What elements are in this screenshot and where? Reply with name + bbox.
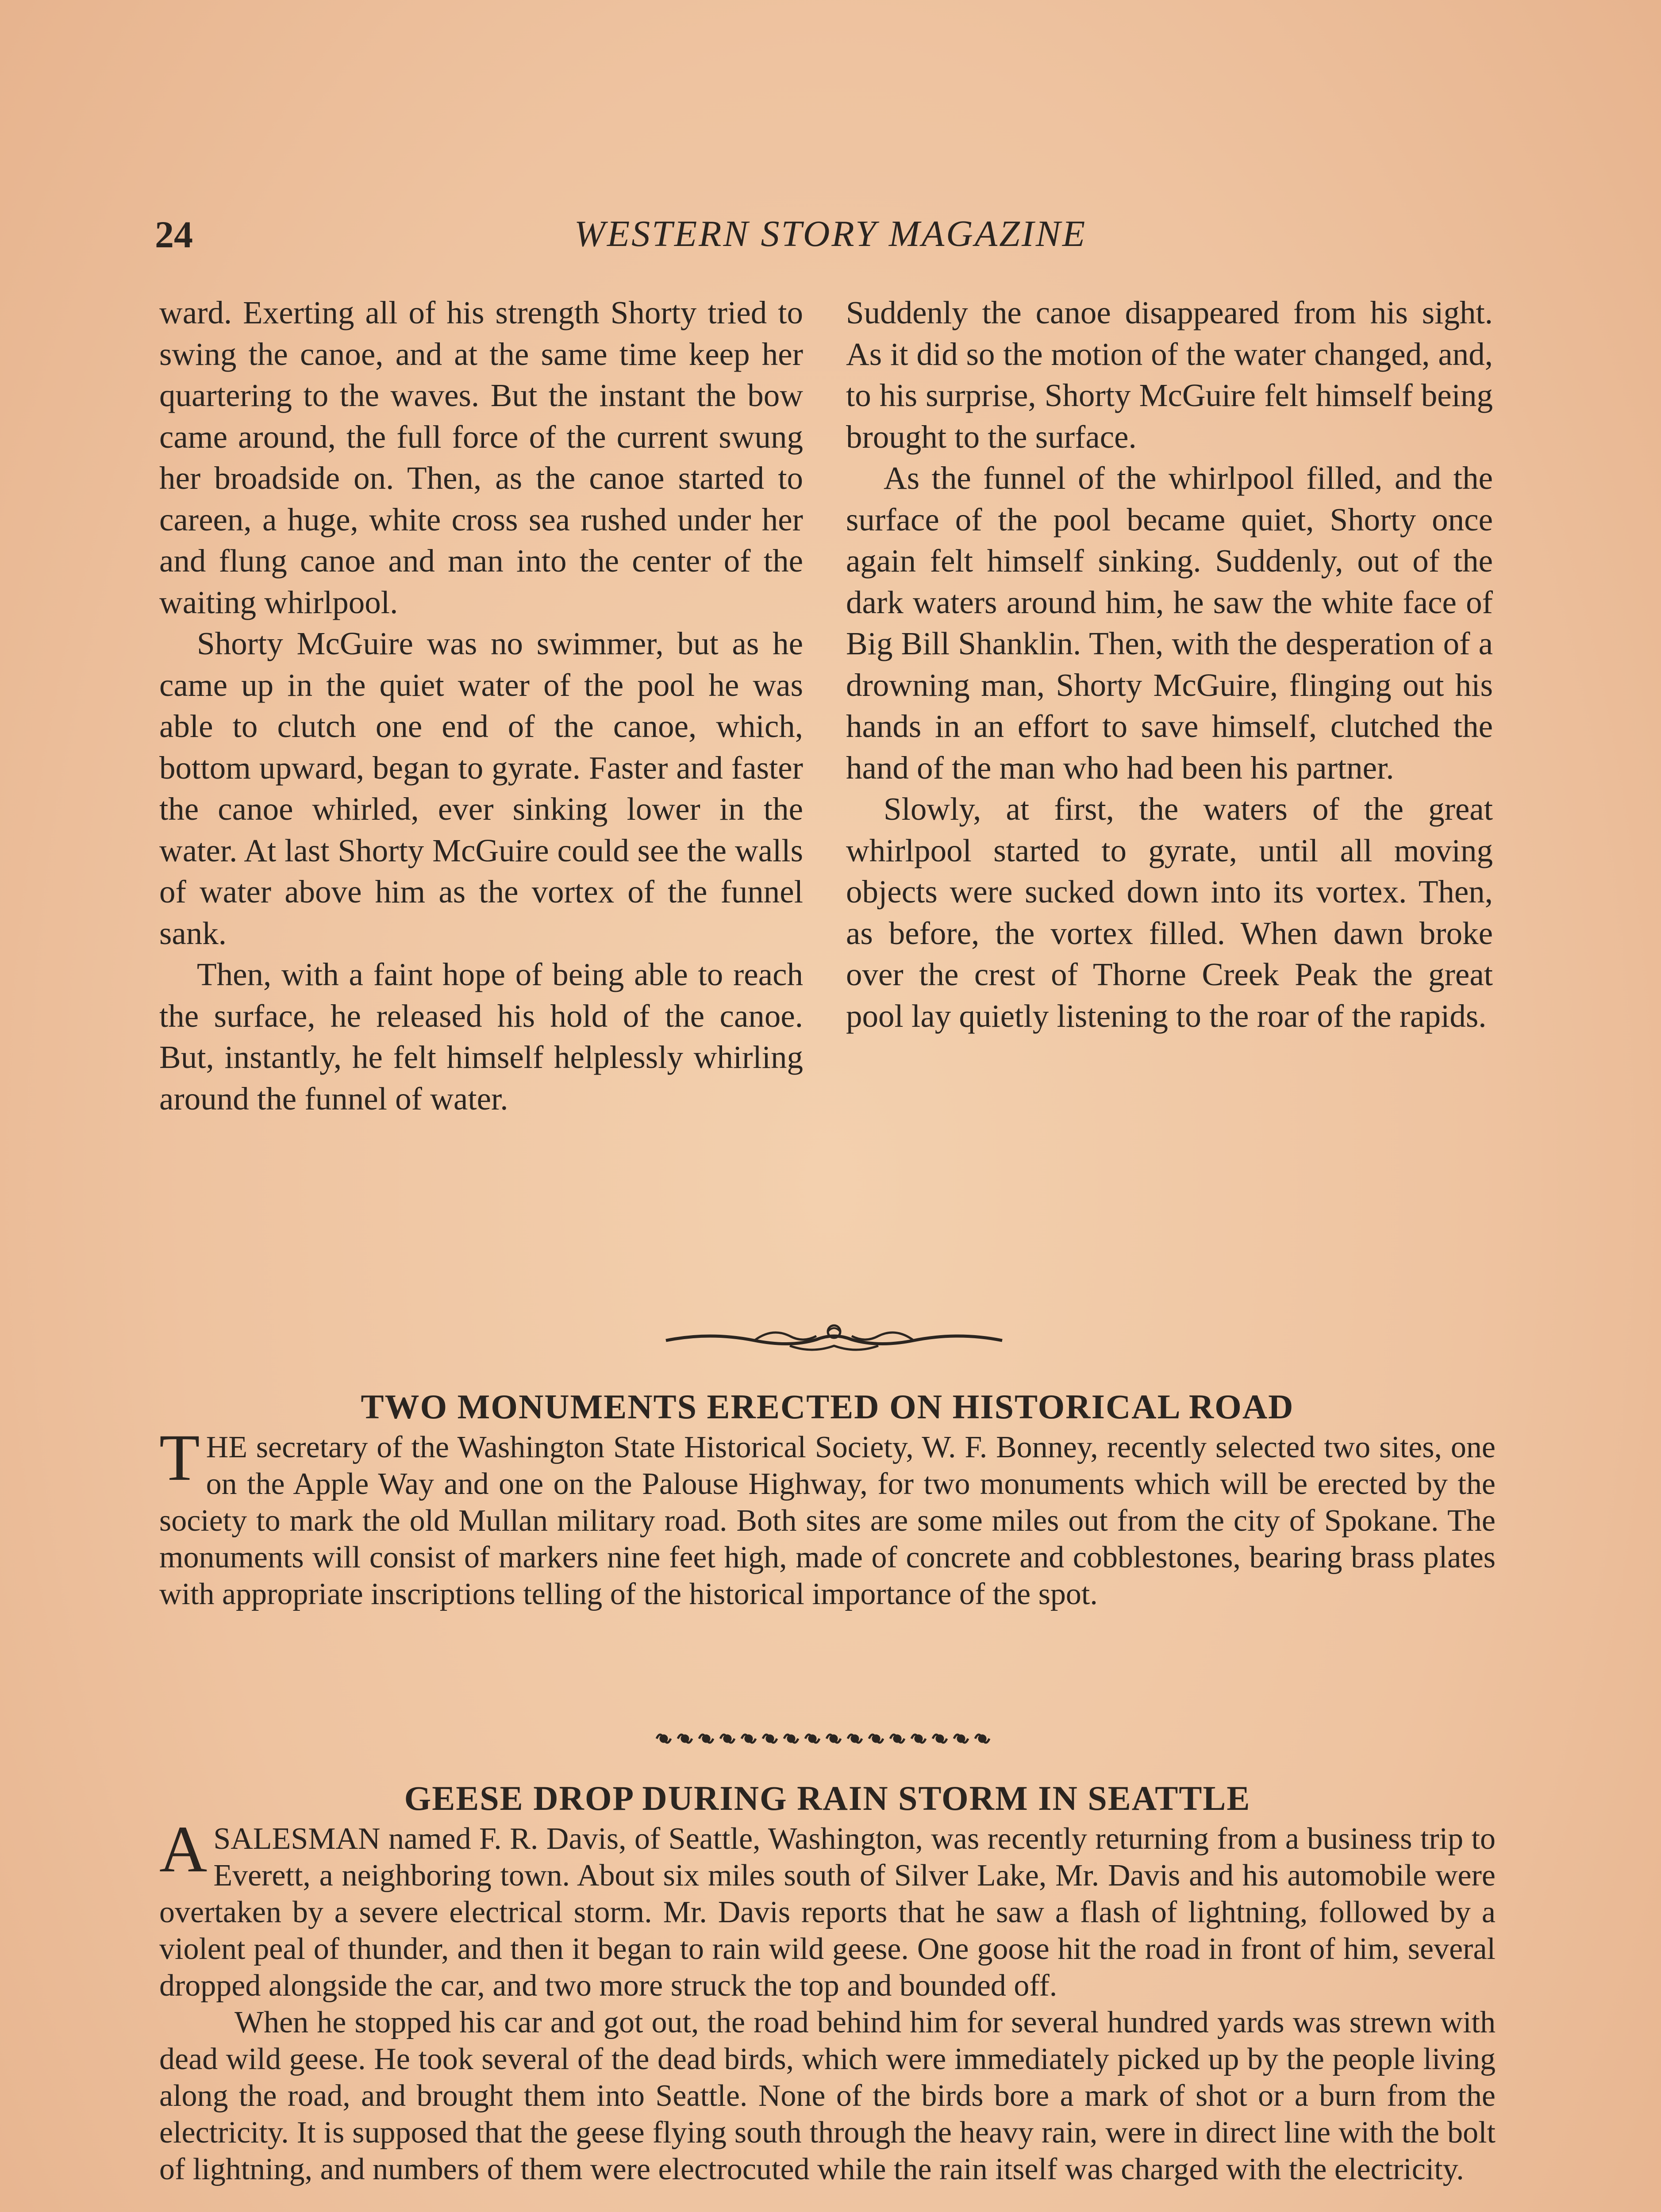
article-headline: TWO MONUMENTS ERECTED ON HISTORICAL ROAD — [361, 1387, 1294, 1426]
drop-cap: A — [159, 1813, 208, 1886]
scroll-ornament-icon — [657, 1318, 1011, 1363]
article-paragraph: When he stopped his car and got out, the road behind him for several hundred yards was strewn with dead wild geese. He took several of the dead birds, which were immediately picked up by the people living along the road, and brought them into Seattle. None of the birds bore a mark of shot or a burn from the electricity. It is supposed that the geese flying south through the heavy rain, were in direct line with the bolt of lightning, and numbers of them were electrocuted while the rain itself was charged with the electricity. — [159, 2005, 1496, 2186]
divider-dot — [894, 1736, 900, 1742]
divider-dot — [788, 1736, 794, 1742]
divider-dot — [809, 1736, 815, 1742]
story-paragraph: Suddenly the canoe disappeared from his sight. As it did so the motion of the water changed, and, to his surprise, Shorty McGuire felt himself being brought to the surface. — [846, 295, 1493, 455]
divider-dot — [830, 1736, 837, 1742]
story-right-column — [846, 292, 1493, 1037]
story-paragraph: Slowly, at first, the waters of the great whirlpool started to gyrate, until all moving objects were sucked down into its vortex. Then, as before, the vortex filled. When dawn broke over the crest of Thorne Creek Peak the great pool lay quietly listening to the roar of the rapids. — [846, 791, 1493, 1034]
divider-dot — [767, 1736, 773, 1742]
article-paragraph: HE secretary of the Washington State Historical Society, W. F. Bonney, recently selected two sites, one on the Apple Way and one on the Palouse Highway, for two monuments which will be erected by the society to mark the old Mullan military road. Both sites are some miles out from the city of Spokane. The monuments will consist of markers nine feet high, made of concrete and cobblestones, bearing brass plates with appropriate inscriptions telling of the historical importance of the spot. — [159, 1430, 1496, 1611]
divider-dot — [915, 1736, 922, 1742]
divider-dot — [724, 1736, 731, 1742]
page-header — [0, 212, 1661, 265]
story-left-column — [159, 292, 803, 1119]
page-number: 24 — [155, 213, 193, 256]
divider-dot — [958, 1736, 964, 1742]
article-monuments — [159, 1385, 1496, 1613]
divider-dot — [852, 1736, 858, 1742]
article-paragraph: SALESMAN named F. R. Davis, of Seattle, Washington, was recently returning from a business trip to Everett, a neighboring town. About six miles south of Silver Lake, Mr. Davis and his automobile were overtaken by a severe electrical storm. Mr. Davis reports that he saw a flash of lightning, followed by a violent peal of thunder, and then it began to rain wild geese. One goose hit the road in front of him, several dropped alongside the car, and two more struck the top and bounded off. — [159, 1822, 1496, 2003]
divider-dot — [979, 1736, 985, 1742]
article-geese — [159, 1776, 1496, 2188]
drop-cap: T — [159, 1421, 200, 1494]
divider-dot — [682, 1736, 688, 1742]
article-headline: GEESE DROP DURING RAIN STORM IN SEATTLE — [404, 1779, 1251, 1817]
story-paragraph: ward. Exerting all of his strength Shorty tried to swing the canoe, and at the same time keep her quartering to the waves. But the instant the bow came around, the full force of the current swung her broadside on. Then, as the canoe started to careen, a huge, white cross sea rushed under her and flung canoe and man into the center of the waiting whirlpool. — [159, 295, 803, 620]
divider-dot — [703, 1736, 709, 1742]
ornamental-divider-icon — [653, 1725, 1007, 1752]
magazine-title: WESTERN STORY MAGAZINE — [574, 213, 1087, 254]
divider-dot — [937, 1736, 943, 1742]
story-paragraph: As the funnel of the whirlpool filled, and the surface of the pool became quiet, Shorty once again felt himself sinking. Suddenly, out of the dark waters around him, he saw the white face of Big Bill Shanklin. Then, with the desperation of a drowning man, Shorty McGuire, flinging out his hands in an effort to save himself, clutched the hand of the man who had been his partner. — [846, 460, 1493, 786]
divider-dot — [661, 1736, 667, 1742]
story-paragraph: Shorty McGuire was no swimmer, but as he came up in the quiet water of the pool he was able to clutch one end of the canoe, which, bottom upward, began to gyrate. Faster and faster the canoe whirled, ever sinking lower in the water. At last Shorty McGuire could see the walls of water above him as the vortex of the funnel sank. — [159, 626, 803, 951]
story-paragraph: Then, with a faint hope of being able to reach the surface, he released his hold of the canoe. But, instantly, he felt himself helplessly whirling around the funnel of water. — [159, 956, 803, 1117]
divider-dot — [873, 1736, 879, 1742]
divider-dot — [746, 1736, 752, 1742]
